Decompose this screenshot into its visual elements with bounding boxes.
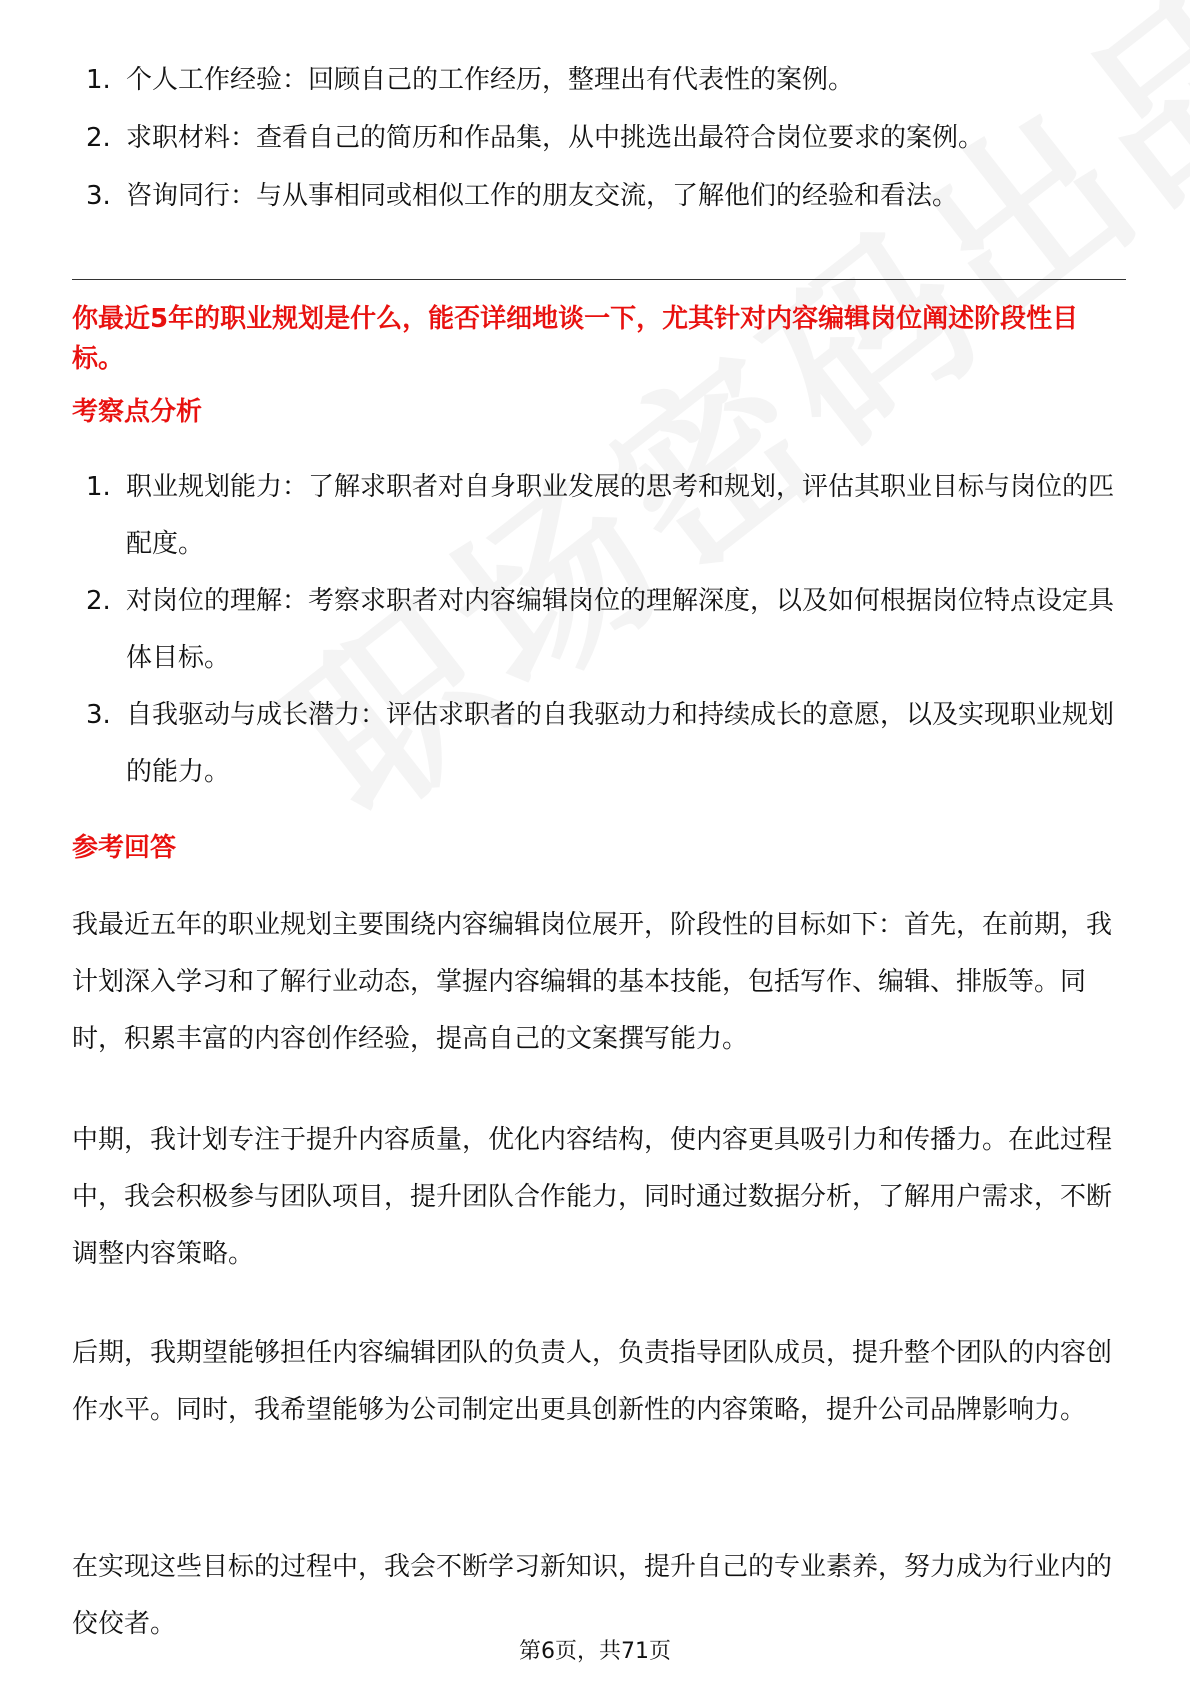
list-number: 2. <box>86 123 111 153</box>
list-item <box>72 687 1126 801</box>
list-number: 2. <box>86 586 111 616</box>
list-text: 自我驱动与成长潜力：评估求职者的自我驱动力和持续成长的意愿，以及实现职业规划的能力。 <box>126 700 1115 787</box>
list-text: 咨询同行：与从事相同或相似工作的朋友交流，了解他们的经验和看法。 <box>126 181 959 211</box>
interview-question: 你最近5年的职业规划是什么，能否详细地谈一下，尤其针对内容编辑岗位阐述阶段性目标。 <box>72 304 1079 374</box>
list-number: 1. <box>86 472 111 502</box>
section-divider <box>72 279 1126 280</box>
list-number: 1. <box>86 65 111 95</box>
list-text: 求职材料：查看自己的简历和作品集，从中挑选出最符合岗位要求的案例。 <box>126 123 985 153</box>
list-item <box>72 52 1126 109</box>
list-number: 3. <box>86 181 111 211</box>
answer-paragraph: 后期，我期望能够担任内容编辑团队的负责人，负责指导团队成员，提升整个团队的内容创作水平。同时，我希望能够为公司制定出更具创新性的内容策略，提升公司品牌影响力。 <box>72 1338 1113 1425</box>
analysis-heading: 考察点分析 <box>72 397 203 427</box>
list-text: 职业规划能力：了解求职者对自身职业发展的思考和规划，评估其职业目标与岗位的匹配度。 <box>126 472 1115 559</box>
list-item <box>72 168 1126 225</box>
answer-heading: 参考回答 <box>72 833 177 863</box>
answer-paragraph: 中期，我计划专注于提升内容质量，优化内容结构，使内容更具吸引力和传播力。在此过程中，我会积极参与团队项目，提升团队合作能力，同时通过数据分析，了解用户需求，不断调整内容策略。 <box>72 1125 1113 1269</box>
previous-answer-list <box>72 52 1126 226</box>
answer-paragraph: 我最近五年的职业规划主要围绕内容编辑岗位展开，阶段性的目标如下：首先，在前期，我计划深入学习和了解行业动态，掌握内容编辑的基本技能，包括写作、编辑、排版等。同时，积累丰富的内容创作经验，提高自己的文案撰写能力。 <box>72 910 1113 1054</box>
list-item <box>72 110 1126 167</box>
page-footer: 第6页，共71页 <box>519 1639 671 1664</box>
list-text: 对岗位的理解：考察求职者对内容编辑岗位的理解深度，以及如何根据岗位特点设定具体目标。 <box>126 586 1115 673</box>
document-page <box>72 0 1126 1684</box>
analysis-list <box>72 459 1126 801</box>
list-item <box>72 459 1126 573</box>
list-text: 个人工作经验：回顾自己的工作经历，整理出有代表性的案例。 <box>126 65 855 95</box>
list-number: 3. <box>86 700 111 730</box>
list-item <box>72 573 1126 687</box>
answer-paragraph: 在实现这些目标的过程中，我会不断学习新知识，提升自己的专业素养，努力成为行业内的佼佼者。 <box>72 1552 1113 1639</box>
